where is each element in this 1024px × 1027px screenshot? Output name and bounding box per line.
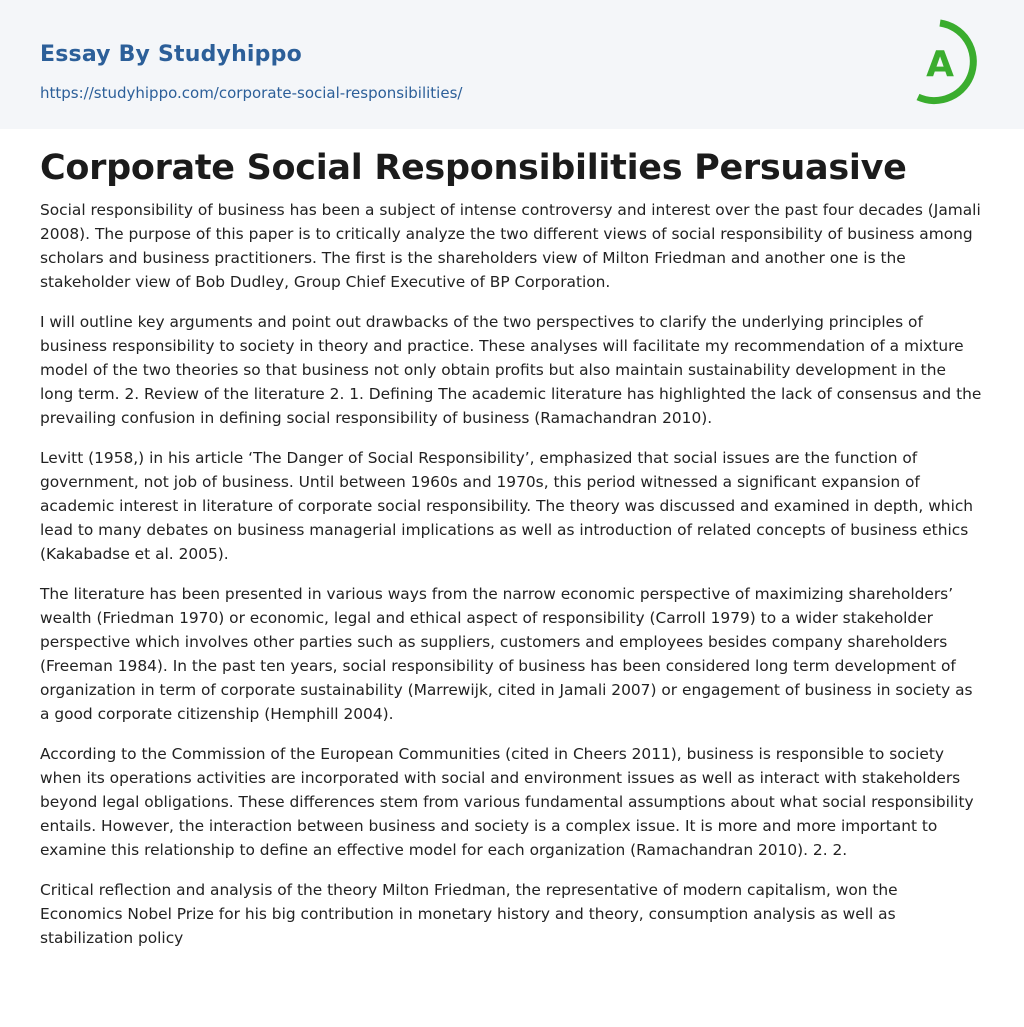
logo-letter: A [926,44,954,85]
essay-url-link[interactable]: https://studyhippo.com/corporate-social-responsibilities/ [40,84,463,102]
site-brand[interactable]: Essay By Studyhippo [40,42,302,67]
page-title: Corporate Social Responsibilities Persuasive [40,148,907,188]
page-header [0,0,1024,129]
paragraph-4: The literature has been presented in various ways from the narrow economic perspective of maximizing shareholders’ wealth (Friedman 1970) or economic, legal and ethical aspect of responsibility (Carroll 1979) to a wider stakeholder perspective which involves other parties such as suppliers, customers and employees besides company shareholders (Freeman 1984). In the past ten years, social responsibility of business has been considered long term development of organization in term of corporate sustainability (Marrewijk, cited in Jamali 2007) or engagement of business in society as a good corporate citizenship (Hemphill 2004). [40,585,973,723]
paragraph-5: According to the Commission of the European Communities (cited in Cheers 2011), business is responsible to society when its operations activities are incorporated with social and environment issues as well as interact with stakeholders beyond legal obligations. These differences stem from various fundamental assumptions about what social responsibility entails. However, the interaction between business and society is a complex issue. It is more and more important to examine this relationship to define an effective model for each organization (Ramachandran 2010). 2. 2. [40,745,974,859]
paragraph-2: I will outline key arguments and point out drawbacks of the two perspectives to clarify the underlying principles of business responsibility to society in theory and practice. These analyses will facilitate my recommendation of a mixture model of the two theories so that business not only obtain profits but also maintain sustainability development in the long term. 2. Review of the literature 2. 1. Defining The academic literature has highlighted the lack of consensus and the prevailing confusion in defining social responsibility of business (Ramachandran 2010). [40,313,982,427]
studyhippo-logo-icon[interactable] [912,19,986,105]
paragraph-6: Critical reflection and analysis of the theory Milton Friedman, the representative of modern capitalism, won the Economics Nobel Prize for his big contribution in monetary history and theory, consumption analysis as well as stabilization policy [40,881,898,947]
paragraph-1: Social responsibility of business has been a subject of intense controversy and interest over the past four decades (Jamali 2008). The purpose of this paper is to critically analyze the two different views of social responsibility of business among scholars and business practitioners. The first is the shareholders view of Milton Friedman and another one is the stakeholder view of Bob Dudley, Group Chief Executive of BP Corporation. [40,201,981,291]
article [40,146,984,966]
paragraph-3: Levitt (1958,) in his article ‘The Danger of Social Responsibility’, emphasized that social issues are the function of government, not job of business. Until between 1960s and 1970s, this period witnessed a significant expansion of academic interest in literature of corporate social responsibility. The theory was discussed and examined in depth, which lead to many debates on business managerial implications as well as introduction of related concepts of business ethics (Kakabadse et al. 2005). [40,449,974,563]
